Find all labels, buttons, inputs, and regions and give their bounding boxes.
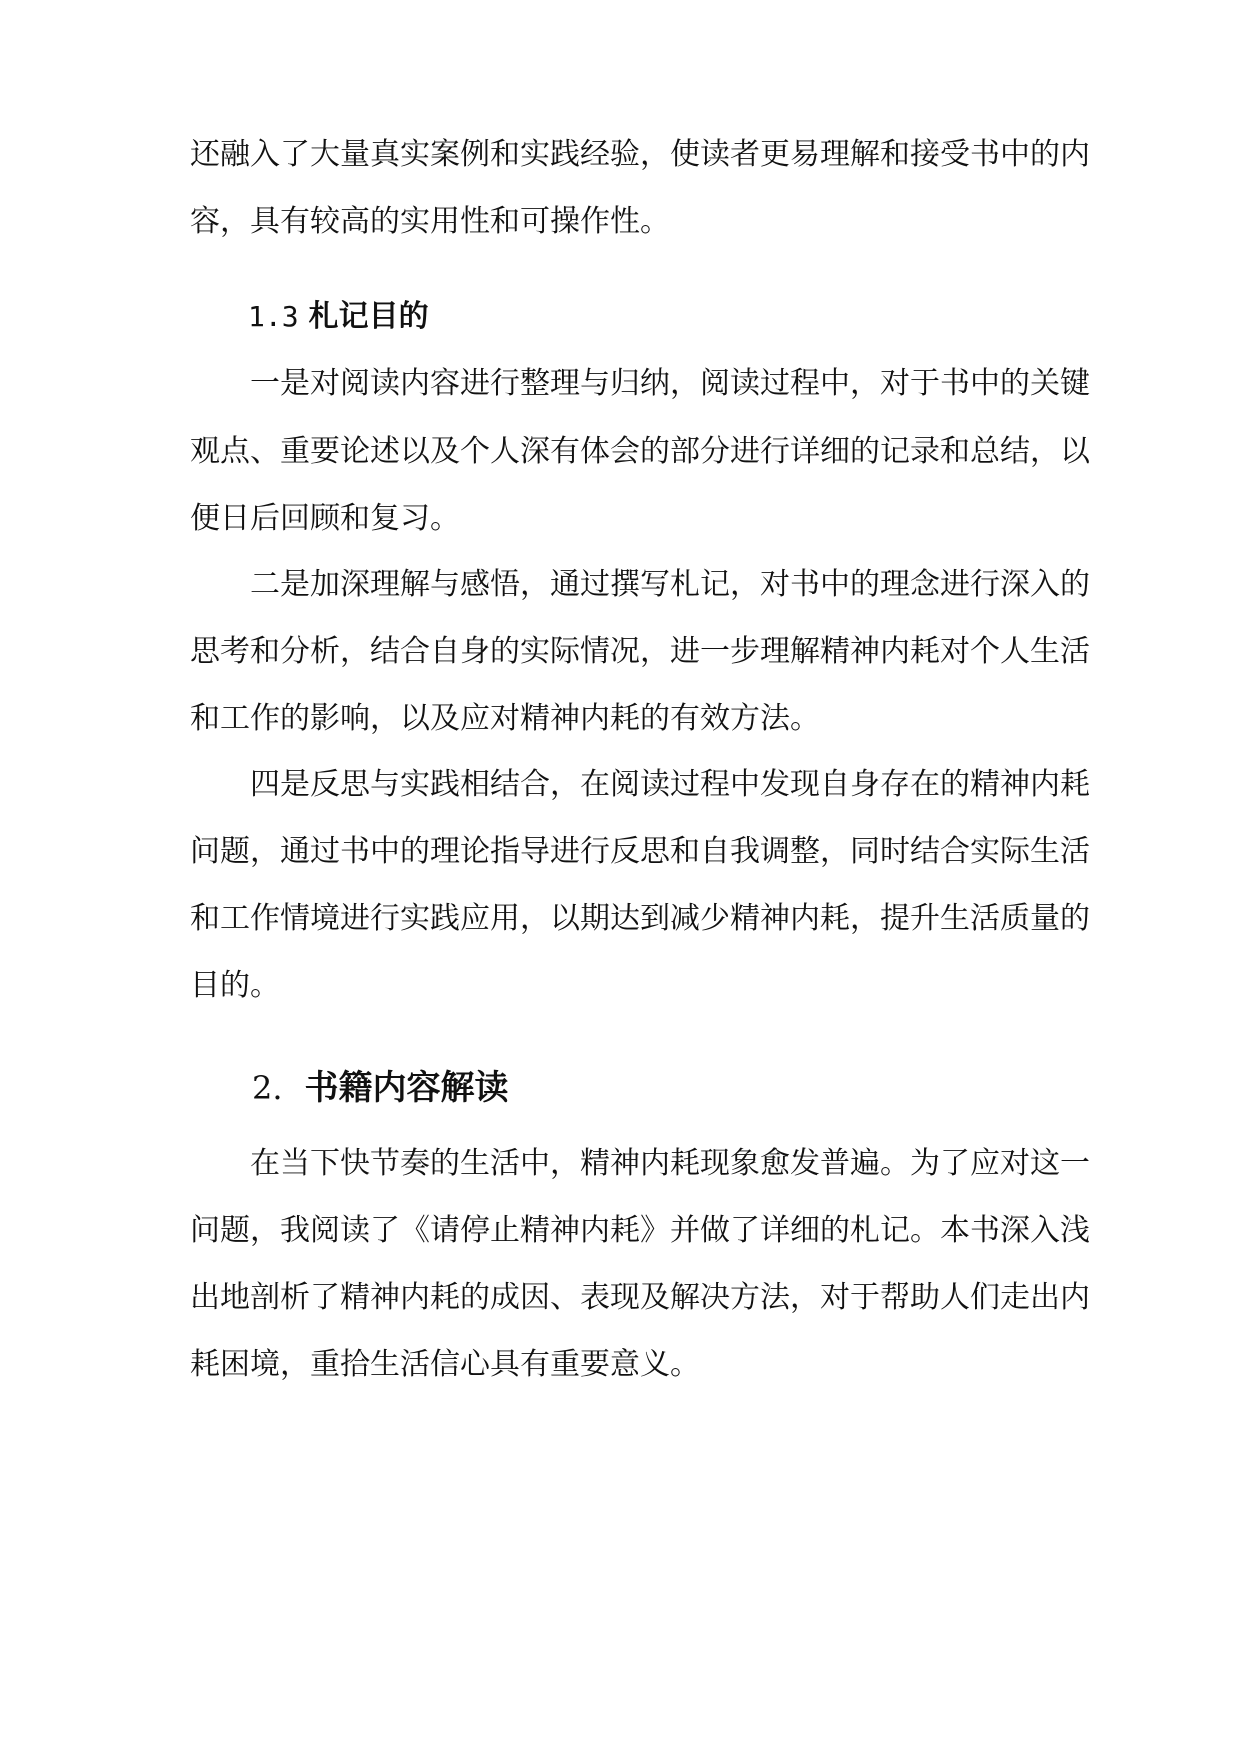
- section-title: 札记目的: [308, 299, 429, 334]
- paragraph-line: 观点、重要论述以及个人深有体会的部分进行详细的记录和总结，以: [190, 434, 1090, 469]
- paragraph-line: 耗困境，重拾生活信心具有重要意义。: [190, 1347, 700, 1382]
- paragraph-line: 思考和分析，结合自身的实际情况，进一步理解精神内耗对个人生活: [190, 634, 1090, 669]
- paragraph-line: 二是加深理解与感悟，通过撰写札记，对书中的理念进行深入的: [250, 567, 1090, 602]
- paragraph-line: 一是对阅读内容进行整理与归纳，阅读过程中，对于书中的关键: [250, 366, 1090, 401]
- paragraph-line: 和工作的影响，以及应对精神内耗的有效方法。: [190, 701, 820, 736]
- paragraph-line: 便日后回顾和复习。: [190, 501, 460, 536]
- chapter-number: 2.: [252, 1069, 283, 1107]
- chapter-title: 书籍内容解读: [304, 1068, 509, 1108]
- section-number: 1.3: [248, 300, 299, 333]
- paragraph-line: 问题，通过书中的理论指导进行反思和自我调整，同时结合实际生活: [190, 834, 1090, 869]
- paragraph-line: 还融入了大量真实案例和实践经验，使读者更易理解和接受书中的内: [190, 137, 1090, 172]
- paragraph-line: 目的。: [190, 968, 280, 1003]
- paragraph-line: 在当下快节奏的生活中，精神内耗现象愈发普遍。为了应对这一: [250, 1146, 1090, 1181]
- chapter-heading: [252, 1066, 509, 1110]
- paragraph-line: 和工作情境进行实践应用，以期达到减少精神内耗，提升生活质量的: [190, 901, 1090, 936]
- paragraph-line: 出地剖析了精神内耗的成因、表现及解决方法，对于帮助人们走出内: [190, 1280, 1090, 1315]
- section-heading: [248, 297, 429, 337]
- paragraph-line: 问题，我阅读了《请停止精神内耗》并做了详细的札记。本书深入浅: [190, 1213, 1090, 1248]
- paragraph-line: 四是反思与实践相结合，在阅读过程中发现自身存在的精神内耗: [250, 767, 1090, 802]
- paragraph-line: 容，具有较高的实用性和可操作性。: [190, 204, 670, 239]
